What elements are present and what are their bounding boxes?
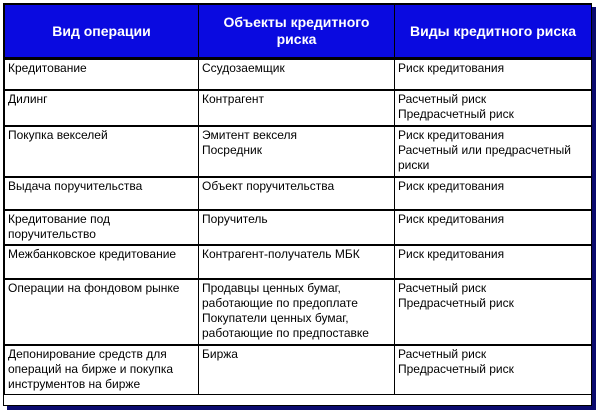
cell-risk-type: Расчетный риск Предрасчетный риск	[395, 90, 592, 126]
header-operation-type: Вид операции	[5, 5, 199, 59]
cell-risk-object: Биржа	[199, 345, 395, 395]
cell-risk-object: Поручитель	[199, 210, 395, 245]
cell-risk-object: Контрагент	[199, 90, 395, 126]
cell-risk-object: Контрагент-получатель МБК	[199, 245, 395, 279]
table-row	[5, 345, 592, 395]
cell-operation: Межбанковское кредитование	[5, 245, 199, 279]
cell-risk-object: Ссудозаемщик	[199, 59, 395, 90]
cell-risk-type: Риск кредитования	[395, 245, 592, 279]
cell-risk-type: Расчетный риск Предрасчетный риск	[395, 279, 592, 345]
cell-operation: Кредитование под поручительство	[5, 210, 199, 245]
header-row	[5, 5, 592, 59]
cell-risk-object: Продавцы ценных бумаг, работающие по предоплате Покупатели ценных бумаг, работающие по предпоставке	[199, 279, 395, 345]
table-row	[5, 279, 592, 345]
cell-risk-type: Риск кредитования	[395, 59, 592, 90]
table-row	[5, 126, 592, 177]
table-row	[5, 210, 592, 245]
cell-risk-type: Риск кредитования Расчетный или предрасчетный риски	[395, 126, 592, 177]
cell-operation: Операции на фондовом рынке	[5, 279, 199, 345]
header-risk-objects: Объекты кредитного риска	[199, 5, 395, 59]
table-row	[5, 245, 592, 279]
cell-risk-object: Объект поручительства	[199, 177, 395, 210]
cell-risk-type: Расчетный риск Предрасчетный риск	[395, 345, 592, 395]
credit-risk-table	[4, 4, 592, 395]
cell-operation: Кредитование	[5, 59, 199, 90]
table-frame	[3, 3, 592, 406]
cell-risk-object: Эмитент векселя Посредник	[199, 126, 395, 177]
cell-operation: Депонирование средств для операций на бирже и покупка инструментов на бирже	[5, 345, 199, 395]
cell-operation: Выдача поручительства	[5, 177, 199, 210]
header-risk-types: Виды кредитного риска	[395, 5, 592, 59]
table-row	[5, 177, 592, 210]
table-row	[5, 59, 592, 90]
cell-risk-type: Риск кредитования	[395, 177, 592, 210]
cell-operation: Дилинг	[5, 90, 199, 126]
cell-operation: Покупка векселей	[5, 126, 199, 177]
table-row	[5, 90, 592, 126]
cell-risk-type: Риск кредитования	[395, 210, 592, 245]
